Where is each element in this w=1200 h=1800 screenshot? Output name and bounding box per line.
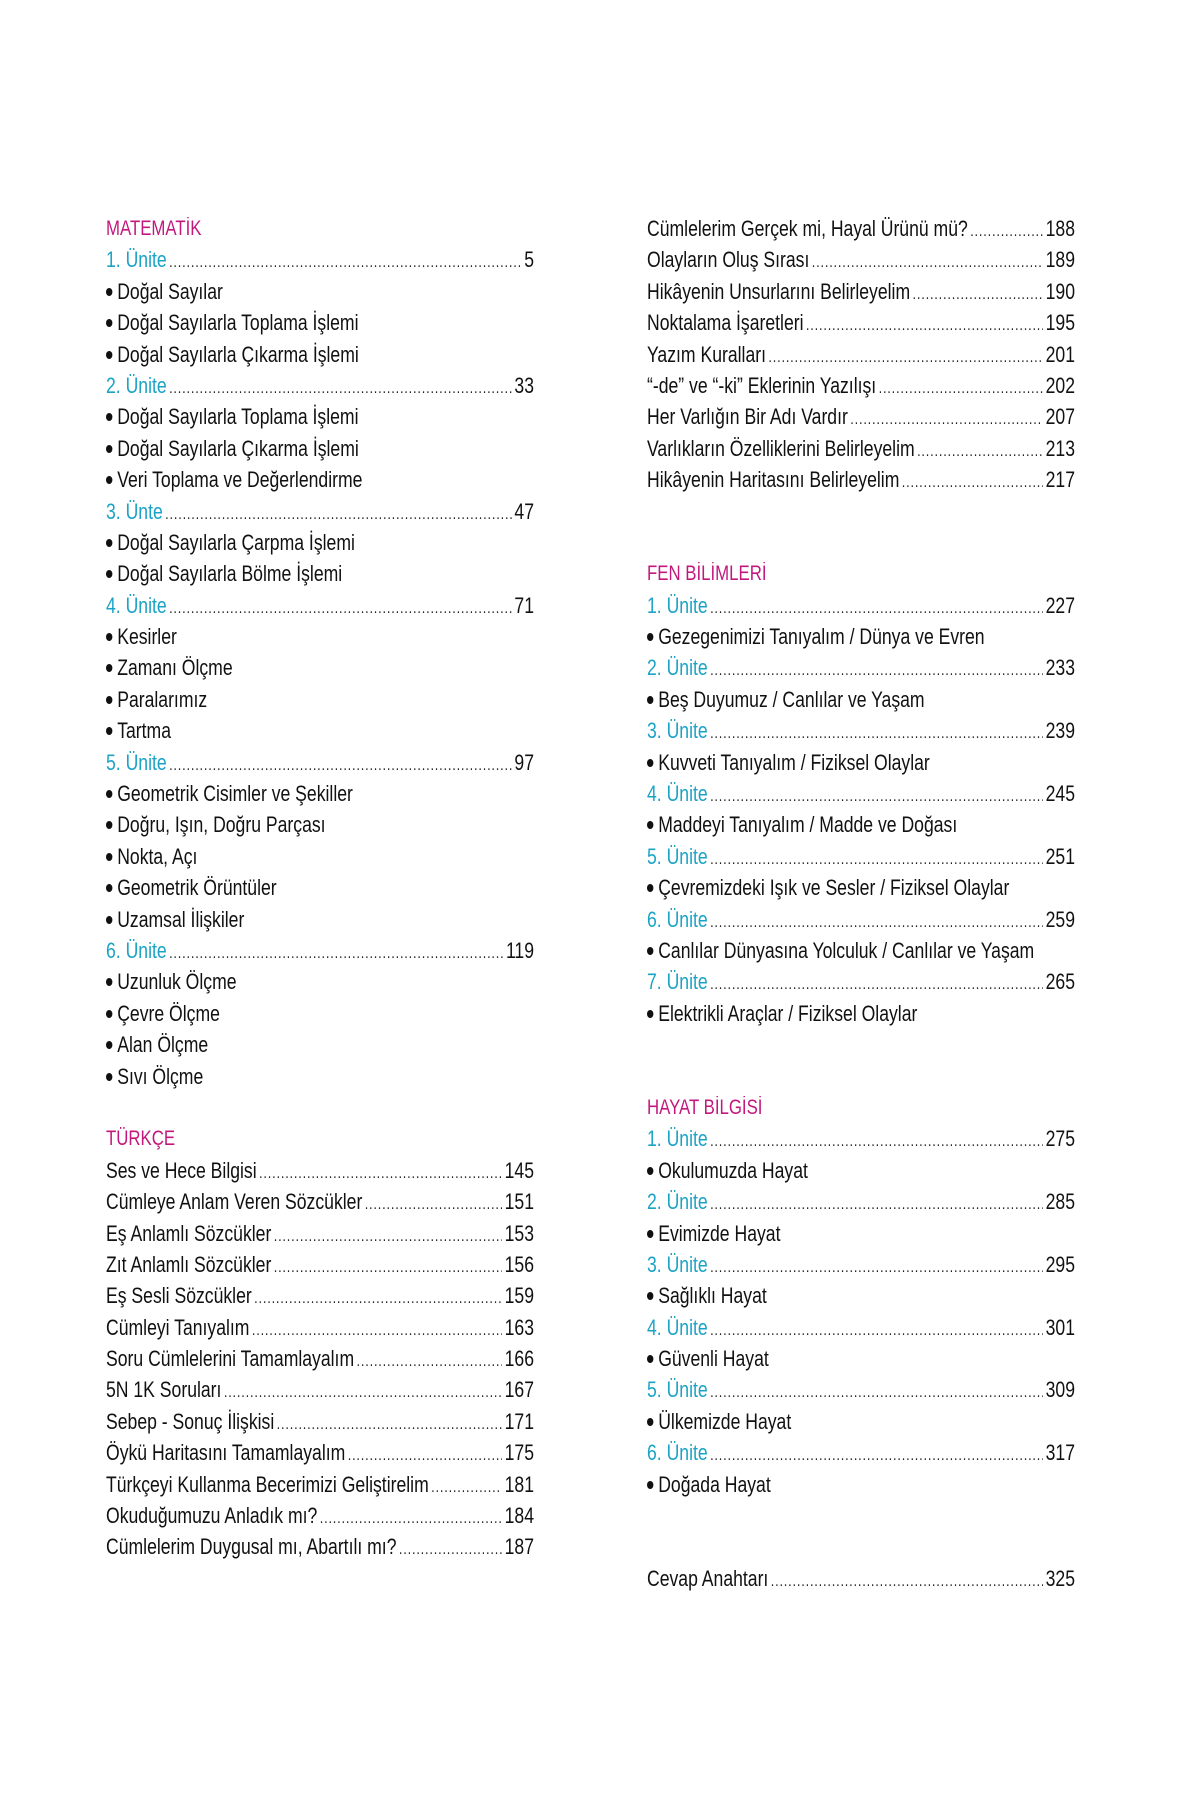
toc-label: Beş Duyumuz / Canlılar ve Yaşam [658, 686, 925, 712]
dot-leader [710, 1315, 1043, 1346]
bullet-icon [647, 884, 653, 892]
toc-label: 2. Ünite [647, 655, 708, 681]
toc-entry [106, 747, 534, 778]
section-heading [106, 213, 534, 244]
page-number: 145 [504, 1157, 534, 1183]
page-number: 188 [1045, 216, 1075, 241]
toc-label: Doğal Sayılar [117, 278, 223, 304]
toc-subtopic [106, 401, 534, 432]
dot-leader [224, 1377, 502, 1408]
toc-label: Cümleyi Tanıyalım [106, 1314, 250, 1340]
toc-entry [106, 1249, 534, 1280]
toc-label: Canlılar Dünyasına Yolculuk / Canlılar ve Yaşam [658, 937, 1035, 963]
toc-subtopic [106, 276, 534, 307]
toc-label: 1. Ünite [106, 247, 167, 273]
page-number: 71 [514, 592, 534, 618]
dot-leader [169, 938, 503, 969]
toc-entry [106, 1280, 534, 1311]
toc-label: Doğal Sayılarla Çıkarma İşlemi [117, 341, 359, 367]
page-number: 309 [1045, 1377, 1075, 1403]
toc-subtopic [106, 652, 534, 683]
toc-label: Eş Sesli Sözcükler [106, 1283, 252, 1309]
page-number: 153 [504, 1220, 534, 1246]
dot-leader [771, 1566, 1043, 1597]
dot-leader [169, 750, 512, 781]
toc-label: Geometrik Cisimler ve Şekiller [117, 781, 353, 807]
toc-label: Evimizde Hayat [658, 1220, 781, 1246]
bullet-icon [106, 727, 112, 735]
toc-entry [106, 1155, 534, 1186]
toc-label: 6. Ünite [647, 906, 708, 932]
toc-label: Çevremizdeki Işık ve Sesler / Fiziksel Olaylar [658, 875, 1010, 901]
toc-entry [647, 1312, 1075, 1343]
page-number: 159 [504, 1283, 534, 1309]
page-number: 227 [1045, 592, 1075, 618]
toc-entry [647, 1186, 1075, 1217]
bullet-icon [647, 1355, 653, 1363]
toc-label: Eş Anlamlı Sözcükler [106, 1220, 272, 1246]
spacer [647, 496, 1075, 527]
bullet-icon [106, 916, 112, 924]
toc-label: Okulumuzda Hayat [658, 1157, 808, 1183]
page-number: 151 [504, 1189, 534, 1215]
toc-subtopic [106, 464, 534, 495]
dot-leader [365, 1189, 503, 1220]
bullet-icon [106, 821, 112, 829]
dot-leader [710, 1126, 1043, 1157]
toc-entry [106, 935, 534, 966]
toc-entry [647, 1563, 1075, 1594]
toc-entry [647, 1437, 1075, 1468]
toc-label: Sıvı Ölçme [117, 1063, 204, 1089]
toc-label: Nokta, Açı [117, 843, 198, 869]
toc-subtopic [647, 1155, 1075, 1186]
toc-entry [647, 339, 1075, 370]
toc-subtopic [647, 998, 1075, 1029]
toc-subtopic [106, 339, 534, 370]
page-number: 187 [504, 1534, 534, 1560]
toc-label: Ülkemizde Hayat [658, 1408, 792, 1434]
toc-label: HAYAT BİLGİSİ [647, 1095, 763, 1119]
toc-label: Geometrik Örüntüler [117, 875, 277, 901]
spacer [647, 527, 1075, 558]
toc-label: Sağlıklı Hayat [658, 1283, 767, 1309]
bullet-icon [106, 445, 112, 453]
bullet-icon [647, 633, 653, 641]
toc-label: 4. Ünite [647, 781, 708, 807]
toc-entry [647, 433, 1075, 464]
toc-label: Sebep - Sonuç İlişkisi [106, 1408, 275, 1434]
dot-leader [259, 1158, 502, 1189]
toc-label: Cümlelerim Duygusal mı, Abartılı mı? [106, 1534, 397, 1560]
page-number: 163 [504, 1314, 534, 1340]
toc-entry [106, 1312, 534, 1343]
dot-leader [165, 499, 512, 530]
toc-label: Noktalama İşaretleri [647, 310, 804, 336]
toc-entry [106, 1343, 534, 1374]
dot-leader [348, 1440, 503, 1471]
page-number: 265 [1045, 969, 1075, 995]
toc-label: Doğru, Işın, Doğru Parçası [117, 812, 326, 838]
bullet-icon [106, 853, 112, 861]
spacer [647, 1061, 1075, 1092]
toc-entry [647, 276, 1075, 307]
toc-subtopic [106, 307, 534, 338]
toc-column-left [106, 213, 534, 1563]
page-number: 156 [504, 1251, 534, 1277]
bullet-icon [106, 978, 112, 986]
toc-entry [106, 1437, 534, 1468]
page-number: 119 [505, 937, 534, 963]
toc-subtopic [106, 527, 534, 558]
dot-leader [252, 1315, 502, 1346]
bullet-icon [647, 1292, 653, 1300]
dot-leader [254, 1283, 502, 1314]
toc-label: 4. Ünite [106, 592, 167, 618]
dot-leader [768, 342, 1043, 373]
toc-label: Türkçeyi Kullanma Becerimizi Geliştirelim [106, 1471, 429, 1497]
bullet-icon [647, 821, 653, 829]
toc-subtopic [647, 747, 1075, 778]
bullet-icon [647, 1481, 653, 1489]
page-number: 181 [504, 1471, 534, 1497]
toc-label: Maddeyi Tanıyalım / Madde ve Doğası [658, 812, 958, 838]
toc-label: 2. Ünite [106, 372, 167, 398]
toc-label: MATEMATİK [106, 217, 202, 240]
page-number: 167 [504, 1377, 534, 1403]
toc-entry [106, 590, 534, 621]
toc-label: Yazım Kuralları [647, 341, 766, 367]
toc-label: Okuduğumuzu Anladık mı? [106, 1503, 318, 1529]
toc-subtopic [647, 1218, 1075, 1249]
toc-entry [647, 1123, 1075, 1154]
dot-leader [710, 1440, 1043, 1471]
toc-subtopic [106, 1029, 534, 1060]
toc-label: Ses ve Hece Bilgisi [106, 1157, 257, 1183]
bullet-icon [647, 1418, 653, 1426]
toc-subtopic [647, 1280, 1075, 1311]
dot-leader [917, 436, 1043, 467]
toc-label: Güvenli Hayat [658, 1346, 769, 1372]
bullet-icon [106, 1073, 112, 1081]
dot-leader [710, 844, 1043, 875]
dot-leader [710, 907, 1043, 938]
toc-subtopic [106, 684, 534, 715]
toc-label: Elektrikli Araçlar / Fiziksel Olaylar [658, 1000, 918, 1026]
bullet-icon [106, 570, 112, 578]
toc-entry [647, 904, 1075, 935]
dot-leader [879, 373, 1044, 404]
toc-entry [647, 652, 1075, 683]
toc-label: Zıt Anlamlı Sözcükler [106, 1251, 272, 1277]
bullet-icon [647, 947, 653, 955]
toc-label: Cevap Anahtarı [647, 1565, 769, 1591]
spacer [106, 1092, 534, 1123]
toc-subtopic [106, 998, 534, 1029]
toc-entry [647, 966, 1075, 997]
bullet-icon [647, 1230, 653, 1238]
toc-entry [106, 1469, 534, 1500]
toc-subtopic [647, 621, 1075, 652]
toc-label: Tartma [117, 718, 171, 744]
toc-label: TÜRKÇE [106, 1127, 176, 1151]
dot-leader [710, 1377, 1043, 1408]
toc-entry [106, 496, 534, 527]
toc-entry [647, 307, 1075, 338]
page-number: 201 [1045, 341, 1075, 367]
bullet-icon [106, 288, 112, 296]
toc-subtopic [647, 1406, 1075, 1437]
dot-leader [274, 1221, 503, 1252]
toc-label: 3. Ünite [647, 718, 708, 744]
dot-leader [169, 593, 512, 624]
toc-label: Doğal Sayılarla Toplama İşlemi [117, 404, 359, 430]
toc-subtopic [106, 809, 534, 840]
section-heading [106, 1123, 534, 1154]
toc-label: 5N 1K Soruları [106, 1377, 222, 1403]
page-number: 245 [1045, 781, 1075, 807]
toc-entry [647, 778, 1075, 809]
toc-subtopic [647, 1343, 1075, 1374]
dot-leader [399, 1534, 502, 1565]
toc-entry [106, 370, 534, 401]
toc-label: Kesirler [117, 624, 177, 650]
page-number: 33 [514, 372, 534, 398]
toc-label: Hikâyenin Haritasını Belirleyelim [647, 467, 900, 493]
bullet-icon [106, 319, 112, 327]
toc-subtopic [106, 966, 534, 997]
toc-label: 1. Ünite [647, 1126, 708, 1152]
toc-label: 5. Ünite [106, 749, 167, 775]
page-number: 47 [514, 498, 534, 524]
toc-subtopic [647, 872, 1075, 903]
bullet-icon [106, 1010, 112, 1018]
toc-label: Çevre Ölçme [117, 1000, 220, 1026]
toc-entry [106, 1218, 534, 1249]
toc-entry [647, 590, 1075, 621]
dot-leader [277, 1409, 503, 1440]
toc-entry [106, 1500, 534, 1531]
bullet-icon [647, 1167, 653, 1175]
page-number: 97 [514, 749, 534, 775]
bullet-icon [647, 696, 653, 704]
page-number: 213 [1045, 435, 1075, 461]
toc-entry [106, 244, 534, 275]
toc-label: 3. Ünite [647, 1251, 708, 1277]
page-number: 251 [1045, 843, 1075, 869]
section-heading [647, 1092, 1075, 1123]
toc-label: FEN BİLİMLERİ [647, 562, 767, 586]
toc-label: Kuvveti Tanıyalım / Fiziksel Olaylar [658, 749, 930, 775]
bullet-icon [106, 413, 112, 421]
page-number: 190 [1045, 278, 1075, 304]
bullet-icon [106, 633, 112, 641]
toc-entry [647, 401, 1075, 432]
spacer [647, 1531, 1075, 1562]
toc-entry [647, 213, 1075, 244]
bullet-icon [106, 664, 112, 672]
toc-label: 7. Ünite [647, 969, 708, 995]
toc-subtopic [106, 558, 534, 589]
toc-label: Cümleye Anlam Veren Sözcükler [106, 1189, 363, 1215]
toc-label: Her Varlığın Bir Adı Vardır [647, 404, 848, 430]
dot-leader [710, 655, 1043, 686]
toc-label: “-de” ve “-ki” Eklerinin Yazılışı [647, 372, 877, 398]
bullet-icon [106, 884, 112, 892]
toc-label: Alan Ölçme [117, 1032, 209, 1058]
dot-leader [850, 404, 1043, 435]
bullet-icon [106, 476, 112, 484]
toc-label: Doğada Hayat [658, 1471, 771, 1497]
page-number: 301 [1045, 1314, 1075, 1340]
toc-subtopic [106, 1061, 534, 1092]
page-number: 259 [1045, 906, 1075, 932]
dot-leader [320, 1503, 503, 1534]
bullet-icon [106, 539, 112, 547]
toc-label: 6. Ünite [647, 1440, 708, 1466]
toc-label: Doğal Sayılarla Çarpma İşlemi [117, 529, 355, 555]
page-number: 217 [1045, 467, 1075, 493]
page-number: 317 [1045, 1440, 1075, 1466]
bullet-icon [106, 696, 112, 704]
dot-leader [710, 593, 1043, 624]
dot-leader [357, 1346, 503, 1377]
toc-label: Veri Toplama ve Değerlendirme [117, 467, 363, 493]
toc-entry [106, 1374, 534, 1405]
toc-entry [647, 841, 1075, 872]
toc-column-right [647, 213, 1075, 1594]
page-number: 5 [524, 247, 534, 273]
page-number: 166 [504, 1346, 534, 1372]
spacer [647, 1029, 1075, 1060]
toc-subtopic [106, 841, 534, 872]
page-number: 202 [1045, 372, 1075, 398]
toc-subtopic [647, 1469, 1075, 1500]
bullet-icon [647, 759, 653, 767]
dot-leader [710, 969, 1043, 1000]
toc-label: Doğal Sayılarla Bölme İşlemi [117, 561, 343, 587]
toc-label: 4. Ünite [647, 1314, 708, 1340]
toc-entry [647, 464, 1075, 495]
toc-label: Öykü Haritasını Tamamlayalım [106, 1440, 346, 1466]
toc-entry [647, 1249, 1075, 1280]
toc-label: Zamanı Ölçme [117, 655, 233, 681]
dot-leader [710, 1252, 1043, 1283]
toc-subtopic [106, 433, 534, 464]
toc-label: Hikâyenin Unsurlarını Belirleyelim [647, 278, 911, 304]
toc-label: Olayların Oluş Sırası [647, 247, 810, 273]
dot-leader [812, 247, 1043, 278]
bullet-icon [106, 1041, 112, 1049]
page-number: 239 [1045, 718, 1075, 744]
toc-label: 1. Ünite [647, 592, 708, 618]
toc-label: 5. Ünite [647, 1377, 708, 1403]
toc-entry [647, 1374, 1075, 1405]
toc-subtopic [106, 621, 534, 652]
dot-leader [169, 373, 512, 404]
toc-subtopic [106, 904, 534, 935]
toc-label: Soru Cümlelerini Tamamlayalım [106, 1346, 355, 1372]
page-number: 189 [1045, 247, 1075, 273]
page-number: 195 [1045, 310, 1075, 336]
toc-subtopic [106, 778, 534, 809]
dot-leader [902, 467, 1043, 498]
toc-label: 6. Ünite [106, 937, 167, 963]
page-number: 325 [1045, 1565, 1075, 1591]
bullet-icon [106, 790, 112, 798]
dot-leader [710, 718, 1043, 749]
section-heading [647, 558, 1075, 589]
dot-leader [169, 247, 522, 278]
page-number: 285 [1045, 1189, 1075, 1215]
dot-leader [913, 279, 1044, 310]
toc-subtopic [647, 935, 1075, 966]
dot-leader [806, 310, 1043, 341]
toc-label: 2. Ünite [647, 1189, 708, 1215]
toc-subtopic [647, 684, 1075, 715]
toc-entry [106, 1531, 534, 1562]
toc-entry [647, 370, 1075, 401]
page-number: 171 [504, 1408, 534, 1434]
bullet-icon [647, 1010, 653, 1018]
page-number: 175 [504, 1440, 534, 1466]
toc-label: Doğal Sayılarla Toplama İşlemi [117, 310, 359, 336]
page-number: 207 [1045, 404, 1075, 430]
toc-label: Paralarımız [117, 686, 208, 712]
toc-subtopic [647, 809, 1075, 840]
toc-label: Uzunluk Ölçme [117, 969, 237, 995]
toc-label: 3. Ünte [106, 498, 163, 524]
page-number: 295 [1045, 1251, 1075, 1277]
page-number: 184 [504, 1503, 534, 1529]
dot-leader [274, 1252, 503, 1283]
toc-label: Gezegenimizi Tanıyalım / Dünya ve Evren [658, 624, 985, 650]
dot-leader [431, 1472, 502, 1503]
dot-leader [710, 1189, 1043, 1220]
toc-subtopic [106, 872, 534, 903]
toc-label: Doğal Sayılarla Çıkarma İşlemi [117, 435, 359, 461]
toc-label: 5. Ünite [647, 843, 708, 869]
spacer [647, 1500, 1075, 1531]
bullet-icon [106, 351, 112, 359]
toc-entry [106, 1186, 534, 1217]
page-number: 233 [1045, 655, 1075, 681]
toc-subtopic [106, 715, 534, 746]
page-number: 275 [1045, 1126, 1075, 1152]
toc-entry [647, 715, 1075, 746]
toc-entry [647, 244, 1075, 275]
toc-label: Varlıkların Özelliklerini Belirleyelim [647, 435, 915, 461]
toc-label: Uzamsal İlişkiler [117, 906, 245, 932]
dot-leader [710, 781, 1043, 812]
toc-label: Cümlelerim Gerçek mi, Hayal Ürünü mü? [647, 216, 968, 241]
dot-leader [970, 216, 1043, 247]
toc-entry [106, 1406, 534, 1437]
